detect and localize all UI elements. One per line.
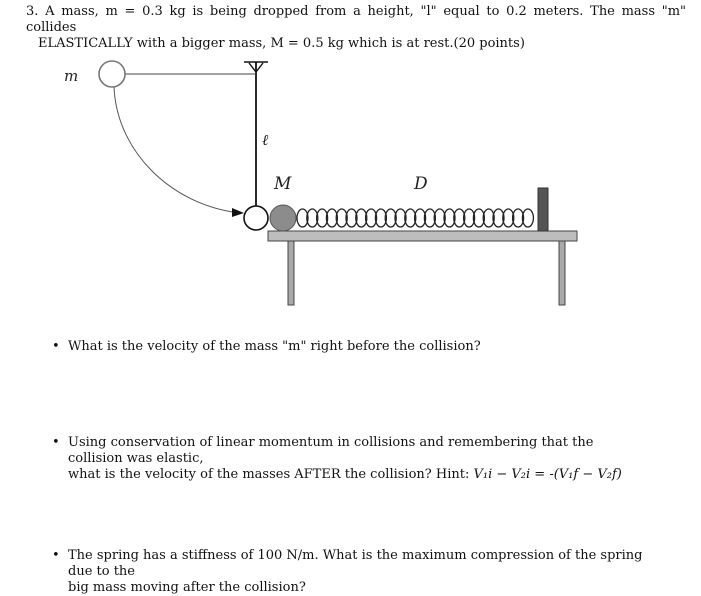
- question-3-line-1: The spring has a stiffness of 100 N/m. What is the maximum compression of the spring due to the: [68, 548, 643, 579]
- question-2-hint: V₁i − V₂i = -(V₁f − V₂f): [473, 467, 622, 482]
- question-1: [52, 339, 652, 355]
- mass-m-bottom: [244, 206, 268, 230]
- bullet-3: •: [52, 548, 60, 563]
- swing-arrowhead: [232, 208, 244, 217]
- question-1-text: What is the velocity of the mass "m" right before the collision?: [68, 339, 481, 354]
- mass-m-initial: [99, 61, 125, 87]
- spring-coil: [297, 209, 533, 227]
- question-2-line-2: what is the velocity of the masses AFTER the collision? Hint:: [68, 467, 470, 482]
- swing-path-arc: [114, 86, 240, 213]
- table-right-leg: [559, 241, 565, 305]
- table-top: [268, 231, 577, 241]
- question-2-line-1: Using conservation of linear momentum in collisions and remembering that the collision was elastic,: [68, 435, 594, 466]
- problem-line-1: 3. A mass, m = 0.3 kg is being dropped from a height, "l" equal to 0.2 meters. The mass "m" collides: [26, 4, 686, 35]
- label-M: M: [274, 174, 292, 194]
- question-3-line-2: big mass moving after the collision?: [68, 580, 306, 595]
- table-left-leg: [288, 241, 294, 305]
- problem-line-2: ELASTICALLY with a bigger mass, M = 0.5 kg which is at rest.(20 points): [38, 36, 525, 51]
- label-D: D: [414, 174, 428, 194]
- mass-M: [270, 205, 296, 231]
- bullet-1: •: [52, 339, 60, 354]
- bullet-2: •: [52, 435, 60, 450]
- label-l: ℓ: [262, 131, 269, 149]
- spring-wall-block: [538, 188, 548, 231]
- label-m: m: [64, 67, 79, 85]
- question-2: [52, 435, 652, 483]
